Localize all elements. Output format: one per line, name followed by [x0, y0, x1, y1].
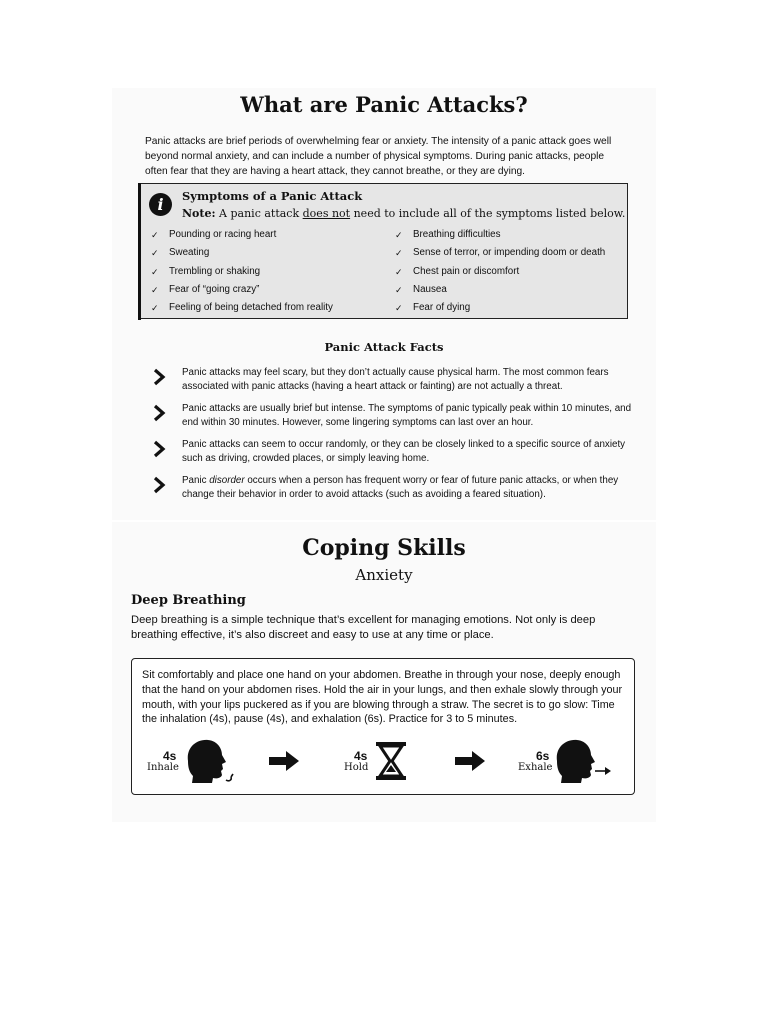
- symptom-label: Chest pain or discomfort: [413, 265, 520, 277]
- fact-text: Panic attacks are usually brief but intense. The symptoms of panic typically peak within 10 minutes, and end within 30 minutes. However, some lingering symptoms can last over an hour.: [182, 403, 632, 428]
- fact-text: [182, 474, 632, 501]
- symptom-label: Feeling of being detached from reality: [169, 302, 333, 314]
- chevron-right-icon: [152, 402, 166, 424]
- note-pre: A panic attack: [219, 207, 300, 220]
- list-item: [395, 265, 605, 283]
- list-item: [151, 228, 333, 246]
- symptoms-box: [138, 183, 628, 319]
- check-icon: ✓: [395, 230, 403, 240]
- info-icon: i: [149, 193, 172, 216]
- check-icon: ✓: [395, 303, 403, 314]
- note-label: Note:: [182, 207, 216, 220]
- arrow-right-icon: [268, 750, 300, 772]
- check-icon: ✓: [151, 284, 159, 295]
- list-item: [395, 283, 605, 301]
- symptom-label: Fear of dying: [413, 302, 471, 314]
- fact-text-emphasis: disorder: [209, 475, 245, 486]
- list-item: [395, 301, 605, 319]
- arrow-right-icon: [454, 750, 486, 772]
- deep-breathing-description: Deep breathing is a simple technique that’s excellent for managing emotions. Not only is deep breathing effective, it’s also discreet and easy to use at any time or place.: [131, 614, 596, 641]
- page-title: What are Panic Attacks?: [240, 92, 528, 117]
- symptom-label: Fear of “going crazy”: [169, 283, 260, 295]
- head-inhale-icon: [182, 738, 238, 784]
- symptom-label: Sense of terror, or impending doom or death: [413, 247, 606, 259]
- fact-text: Panic attacks may feel scary, but they don’t actually cause physical harm. The most common fears associated with panic attacks (having a heart attack or fainting) are not actually a threat.: [182, 367, 609, 392]
- symptom-label: Trembling or shaking: [169, 265, 261, 277]
- symptom-label: Sweating: [169, 247, 210, 259]
- check-icon: ✓: [395, 266, 403, 277]
- fact-text: Panic attacks can seem to occur randomly, or they can be closely linked to a specific source of anxiety such as driving, crowded places, or simply leaving home.: [182, 439, 626, 464]
- fact-text-post: occurs when a person has frequent worry or fear of future panic attacks, or when they change their behavior in order to avoid attacks (such as avoiding a feared situation).: [182, 475, 619, 500]
- exhale-time: 6s: [536, 749, 550, 763]
- symptoms-list-right: [395, 228, 605, 319]
- check-icon: ✓: [151, 303, 159, 314]
- deep-breathing-heading: Deep Breathing: [131, 593, 246, 608]
- coping-skills-title: Coping Skills: [302, 535, 466, 561]
- symptom-label: Nausea: [413, 283, 447, 295]
- exhale-label: Exhale: [518, 762, 553, 773]
- hold-label: Hold: [344, 762, 369, 773]
- inhale-label: Inhale: [147, 762, 179, 773]
- instructions-box: [131, 658, 635, 795]
- check-icon: ✓: [151, 230, 159, 240]
- check-icon: ✓: [151, 248, 159, 259]
- hold-time: 4s: [354, 749, 368, 763]
- note-post: need to include all of the symptoms listed below.: [353, 207, 626, 220]
- list-item: [151, 265, 333, 283]
- list-item: [395, 246, 605, 264]
- chevron-right-icon: [152, 474, 166, 496]
- list-item: [151, 301, 333, 319]
- symptom-label: Pounding or racing heart: [169, 229, 277, 240]
- hourglass-icon: [374, 741, 408, 781]
- chevron-right-icon: [152, 438, 166, 460]
- fact-text-pre: Panic: [182, 475, 210, 486]
- facts-title: Panic Attack Facts: [324, 340, 444, 354]
- chevron-right-icon: [152, 366, 166, 388]
- symptoms-title: Symptoms of a Panic Attack: [182, 189, 363, 203]
- check-icon: ✓: [395, 284, 403, 295]
- intro-paragraph: Panic attacks are brief periods of overwhelming fear or anxiety. The intensity of a panic attack goes well beyond normal anxiety, and can include a number of physical symptoms. During panic attacks, people often fear that they are having a heart attack, they cannot breathe, or they are dying.: [145, 136, 612, 177]
- symptom-label: Breathing difficulties: [413, 229, 501, 240]
- inhale-time: 4s: [163, 749, 177, 763]
- symptoms-note: [182, 207, 625, 220]
- check-icon: ✓: [395, 248, 403, 259]
- list-item: [151, 283, 333, 301]
- note-emphasis: does not: [302, 207, 351, 220]
- head-exhale-icon: [553, 738, 613, 784]
- symptoms-list-left: [151, 228, 333, 319]
- instructions-text: Sit comfortably and place one hand on your abdomen. Breathe in through your nose, deeply enough that the hand on your abdomen rises. Hold the air in your lungs, and then exhale slowly through your mouth, with your lips puckered as if you are blowing through a straw. The secret is to go slow: Time the inhalation (4s), pause (4s), and exhalation (6s). Practice for 3 to 5 minutes.: [142, 669, 623, 726]
- check-icon: ✓: [151, 266, 159, 277]
- list-item: [395, 228, 605, 246]
- coping-skills-subtitle: Anxiety: [355, 566, 413, 584]
- list-item: [151, 246, 333, 264]
